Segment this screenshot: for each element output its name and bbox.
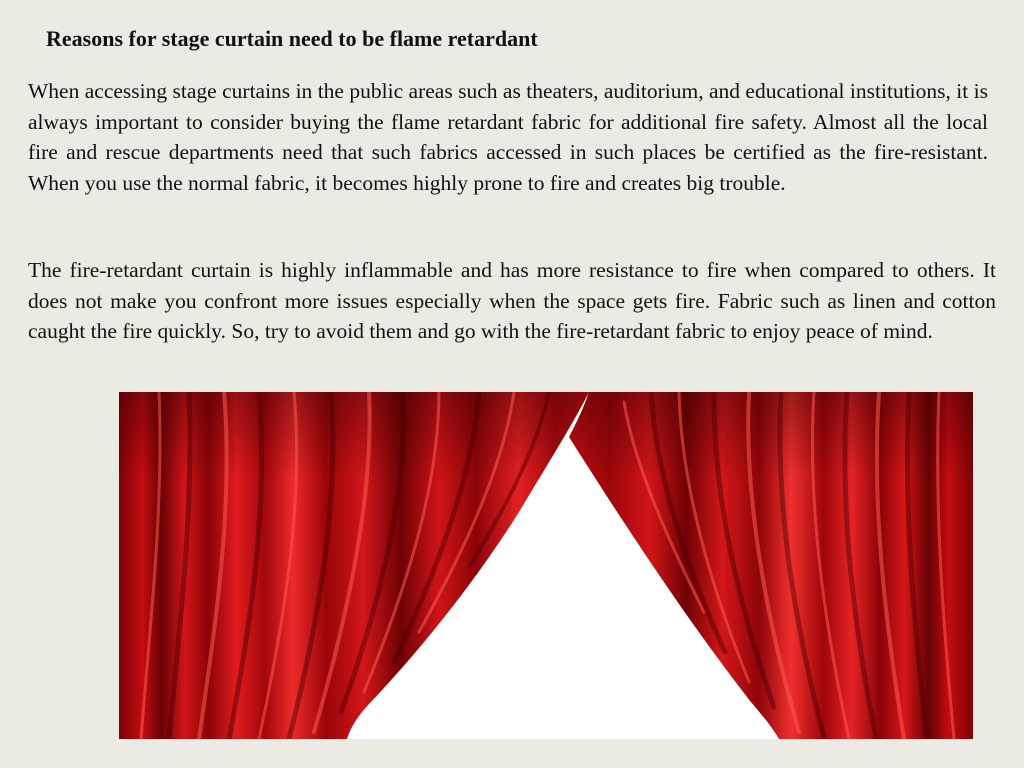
stage-curtain-image [119,392,973,739]
paragraph-1: When accessing stage curtains in the public areas such as theaters, auditorium, and educational institutions, it is always important to consider buying the flame retardant fabric for additional fire safety. Almost all the local fire and rescue departments need that such fabrics accessed in such places be certified as the fire-resistant. When you use the normal fabric, it becomes highly prone to fire and creates big trouble. [28,79,988,195]
paragraph-2: The fire-retardant curtain is highly inflammable and has more resistance to fire when compared to others. It does not make you confront more issues especially when the space gets fire. Fabric such as linen and cotton caught the fire quickly. So, try to avoid them and go with the fire-retardant fabric to enjoy peace of mind. [28,258,996,344]
slide-title: Reasons for stage curtain need to be flame retardant [46,26,538,51]
curtain-illustration [119,392,973,739]
